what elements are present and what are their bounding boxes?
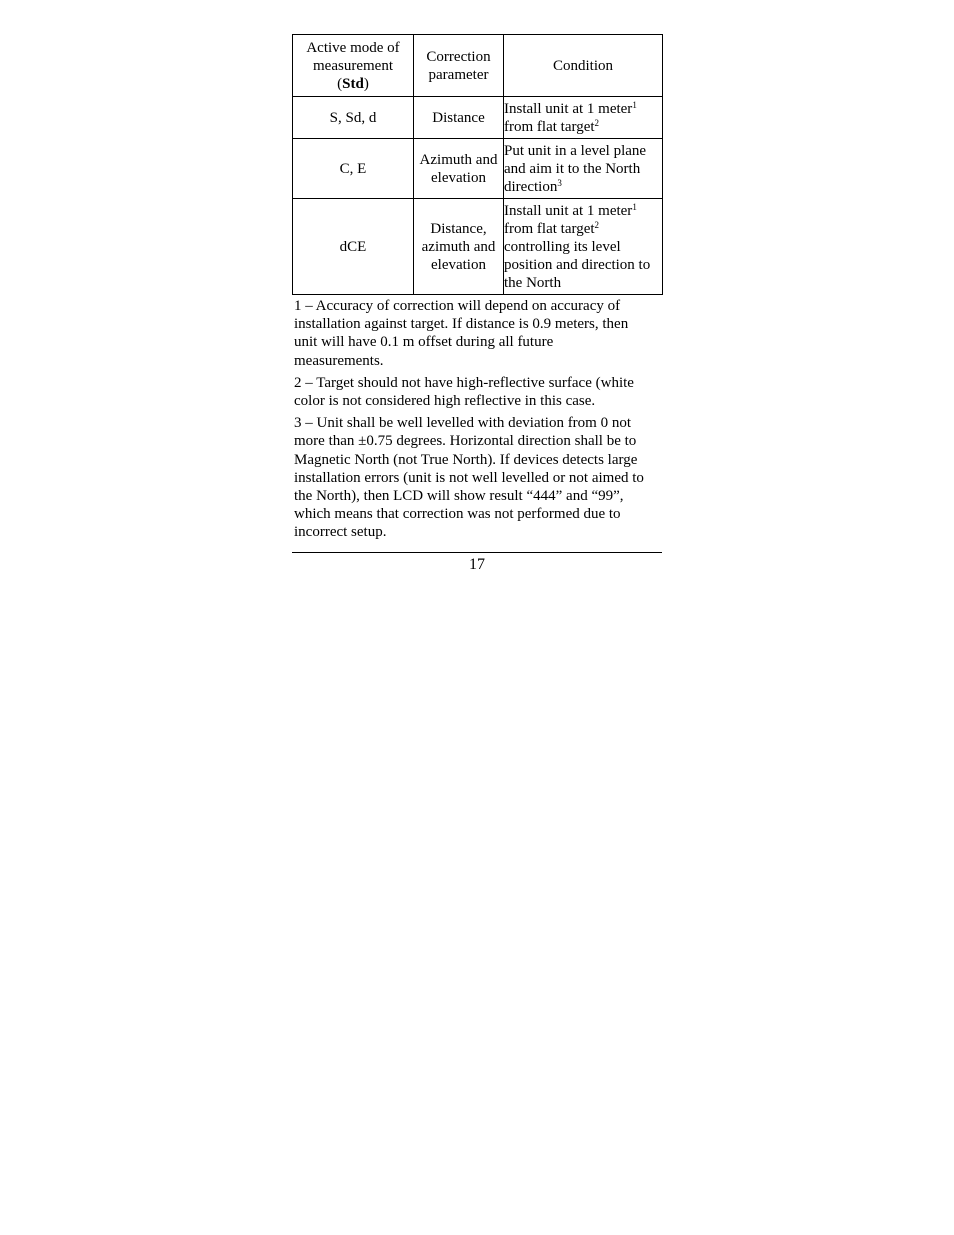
header-param: Correction parameter <box>414 35 504 97</box>
document-page <box>292 34 662 574</box>
table-row <box>293 139 663 199</box>
header-condition: Condition <box>504 35 663 97</box>
condition-cell: Install unit at 1 meter$^1$ from flat target$^2$ controlling its level position and direction to the North <box>504 199 663 295</box>
param-cell: Azimuth and elevation <box>414 139 504 199</box>
mode-cell: dCE <box>293 199 414 295</box>
mode-cell: S, Sd, d <box>293 97 414 139</box>
footnote-3: 3 – Unit shall be well levelled with deviation from 0 not more than ±0.75 degrees. Horizontal direction shall be to Magnetic North (not True North). If devices detects large installation errors (unit is not well levelled or not aimed to the North), then LCD will show result “444” and “99”, which means that correction was not performed due to incorrect setup. <box>294 415 644 541</box>
footer-divider <box>292 552 662 553</box>
table-row <box>293 97 663 139</box>
std-label: Std <box>342 75 364 92</box>
header-mode: Active mode of measurement (Std) <box>293 35 414 97</box>
param-cell: Distance <box>414 97 504 139</box>
page-number: 17 <box>469 555 485 573</box>
condition-cell: Put unit in a level plane and aim it to the North direction$^3$ <box>504 139 663 199</box>
footnote-2: 2 – Target should not have high-reflective surface (white color is not considered high reflective in this case. <box>294 374 634 410</box>
mode-cell: C, E <box>293 139 414 199</box>
footnotes <box>292 297 662 542</box>
param-cell: Distance, azimuth and elevation <box>414 199 504 295</box>
condition-cell: Install unit at 1 meter$^1$ from flat target$^2$ <box>504 97 663 139</box>
table-row <box>293 199 663 295</box>
table-header-row <box>293 35 663 97</box>
correction-table <box>292 34 663 295</box>
footnote-1: 1 – Accuracy of correction will depend on accuracy of installation against target. If distance is 0.9 meters, then unit will have 0.1 m offset during all future measurements. <box>294 298 629 369</box>
